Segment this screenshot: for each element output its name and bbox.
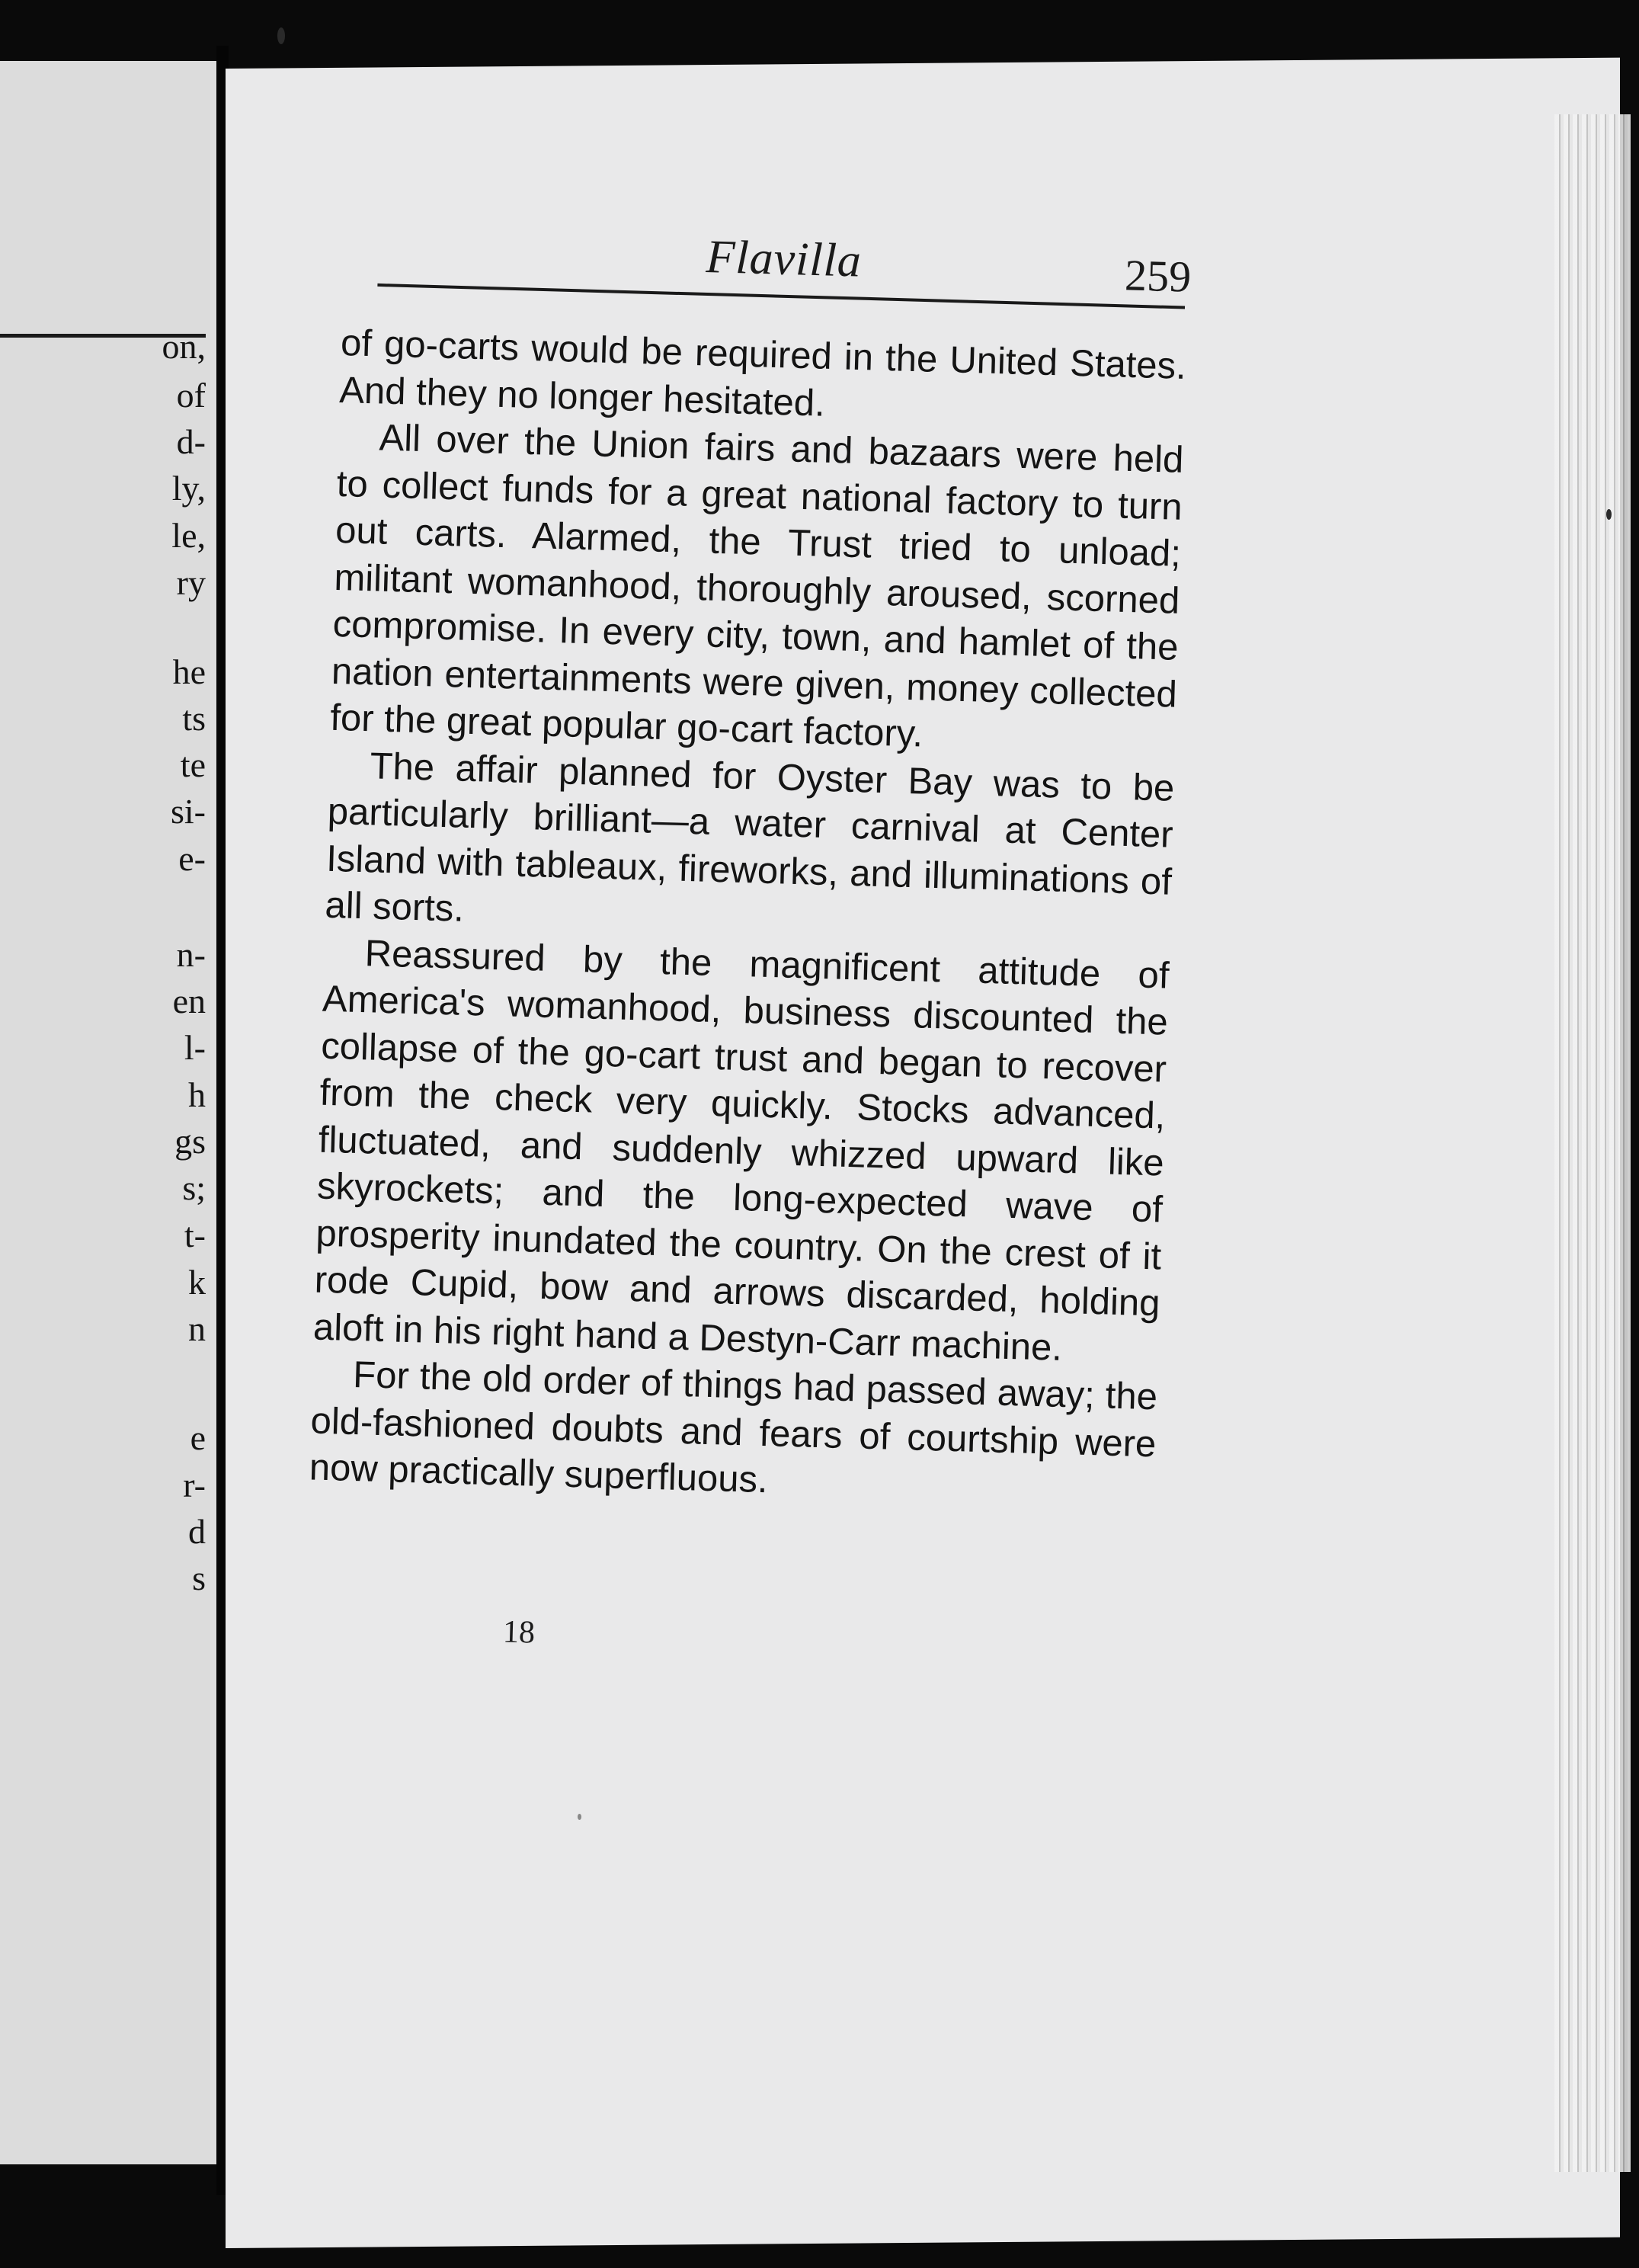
- dust-speck: [578, 1814, 581, 1820]
- left-fragment: l-: [184, 1028, 206, 1067]
- left-fragment: s: [192, 1558, 206, 1597]
- left-fragment: h: [188, 1075, 206, 1114]
- left-fragment: k: [188, 1263, 206, 1302]
- paragraph: of go-carts would be required in the United States. And they no longer hesitated.: [338, 322, 1187, 424]
- left-fragment: s;: [182, 1168, 206, 1207]
- left-fragment: of: [176, 376, 206, 415]
- left-fragment: t-: [184, 1216, 206, 1254]
- left-fragment: n: [188, 1309, 206, 1348]
- left-fragment: d-: [176, 422, 206, 461]
- page-edges: [1554, 114, 1631, 2172]
- left-fragment: te: [180, 745, 206, 784]
- paragraph: Reassured by the magnificent attitude of America's womanhood, business discounted the collapse of the go-cart trust and began to recover from the check very quickly. Stocks advanced, fluctuated, and suddenly whizzed upward like skyrockets; and the long-expected wave of prosperity inundated the country. On the crest of it rode Cupid, bow and arrows discarded, holding aloft in his right hand a Destyn-Carr machine.: [312, 932, 1170, 1369]
- left-fragment: he: [172, 652, 206, 691]
- left-fragment: n-: [176, 935, 206, 974]
- left-fragment: ts: [182, 699, 206, 738]
- left-fragment: on,: [162, 327, 206, 366]
- dust-speck: [277, 27, 285, 44]
- signature-mark: 18: [502, 1614, 536, 1651]
- paragraph: The affair planned for Oyster Bay was to be particularly brilliant—a water carnival at Center Island with tableaux, fireworks, and illuminations of all sorts.: [324, 745, 1176, 930]
- dust-speck: [1606, 509, 1612, 520]
- page-number: 259: [1124, 250, 1192, 302]
- left-fragment: e: [190, 1418, 206, 1457]
- left-fragment: d: [188, 1512, 206, 1551]
- left-fragment: en: [172, 982, 206, 1020]
- left-fragment: si-: [171, 792, 206, 831]
- left-fragment: r-: [183, 1466, 206, 1504]
- paragraph: All over the Union fairs and bazaars were held to collect funds for a great national factory to turn out carts. Alarmed, the Trust tried to unload; militant womanhood, thoroughly aroused, scorned compromise. In every city, town, and hamlet of the nation entertainments were given, money collected for the great popular go-cart factory.: [329, 417, 1185, 755]
- left-fragment: le,: [171, 516, 206, 555]
- body-text: [309, 320, 1186, 1515]
- paragraph: For the old order of things had passed away; the old-fashioned doubts and fears of courtship were now practically superfluous.: [309, 1353, 1158, 1501]
- left-fragment: gs: [174, 1122, 206, 1161]
- left-fragment: e-: [178, 839, 206, 878]
- left-facing-page: [0, 61, 222, 2164]
- running-title: Flavilla: [705, 230, 863, 287]
- running-head: [378, 160, 1192, 302]
- left-fragment: ly,: [171, 469, 206, 508]
- left-fragment: ry: [176, 563, 206, 602]
